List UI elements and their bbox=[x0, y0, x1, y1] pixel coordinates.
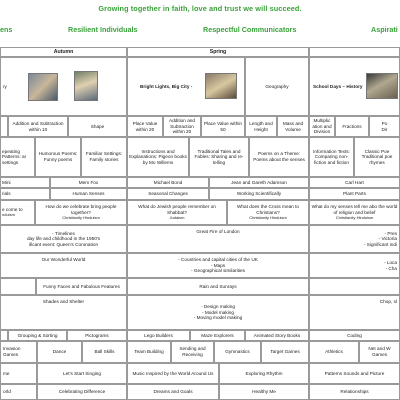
geography-item: - Loca bbox=[383, 259, 397, 265]
pe-cell: Gymnastics bbox=[214, 341, 261, 363]
topic-image bbox=[205, 73, 237, 99]
re-question: What do Jewish people remember on Shabbat? bbox=[138, 204, 216, 216]
school-motto: Growing together in faith, love and trust we will succeed. bbox=[98, 4, 302, 13]
re-question: What does the Cross mean to Christians? bbox=[236, 204, 299, 216]
science-cell: Seasonal Changes bbox=[127, 188, 209, 200]
topic-autumn bbox=[0, 57, 127, 116]
computing-cell: Grouping & Sorting bbox=[8, 330, 67, 341]
music-cell: Patterns Sounds and Picture bbox=[309, 363, 400, 384]
value-label: ens bbox=[0, 25, 13, 34]
pe-cell: Invasion Games bbox=[0, 341, 37, 363]
computing-cell: Coding bbox=[309, 330, 400, 341]
dt-item: - Design making bbox=[201, 304, 235, 310]
pe-cell: Net and W Games bbox=[359, 341, 400, 363]
history-item: ificant event: Queen's Coronation bbox=[28, 241, 99, 247]
history-cell bbox=[309, 225, 400, 253]
computing-cell: Maze Explorers bbox=[190, 330, 245, 341]
english-cell: Traditional Tales and Fables: Sharing and re-telling bbox=[189, 137, 249, 177]
value-label: Respectful Communicators bbox=[203, 25, 297, 34]
computing-cell: Lego Builders bbox=[127, 330, 190, 341]
maths-cell: Fractions bbox=[335, 116, 369, 137]
maths-cell-text: Po bbox=[381, 120, 388, 126]
geography-item: - Geographical similarities bbox=[191, 268, 245, 274]
art-cell: Funny Faces and Fabulous Features bbox=[36, 278, 127, 295]
re-cell bbox=[309, 200, 400, 225]
dt-item: - Model making bbox=[201, 309, 235, 315]
english-cell: Classic Poe Traditional poe rhymes bbox=[354, 137, 400, 177]
maths-cell bbox=[0, 116, 8, 137]
term-spring: Spring bbox=[127, 47, 309, 57]
re-question: How do we celebrate bring people together? bbox=[45, 204, 117, 216]
english-cell: Familiar Settings: Family stories bbox=[81, 137, 127, 177]
author-cell: Mini bbox=[0, 177, 50, 188]
art-cell: Rain and Sunrays bbox=[127, 278, 309, 295]
music-cell: me bbox=[0, 363, 37, 384]
re-cell bbox=[127, 200, 227, 225]
maths-cell: Place Value within 50 bbox=[201, 116, 245, 137]
pe-cell: Dance bbox=[37, 341, 82, 363]
maths-cell: Multiplic ation and Division bbox=[309, 116, 335, 137]
geography-item: - Countries and capital cities of the UK bbox=[178, 257, 258, 263]
art-cell bbox=[0, 278, 36, 295]
computing-cell bbox=[0, 330, 8, 341]
re-religion: Christianity Hinduism bbox=[62, 214, 100, 220]
music-cell: Let's Start Singing bbox=[37, 363, 127, 384]
history-item: - Significant indi bbox=[363, 241, 397, 247]
topic-image bbox=[366, 73, 398, 99]
pshe-cell: Relationships bbox=[309, 384, 400, 400]
topic-spring-geography: Geography bbox=[245, 57, 309, 116]
maths-cell: Addition and Subtraction within 10 bbox=[8, 116, 68, 137]
re-question: What do my senses tell me abo the world of religion and belief bbox=[311, 204, 398, 216]
geography-item: - Cha bbox=[385, 265, 397, 271]
topic-autumn-label: ry bbox=[3, 83, 7, 89]
value-label: Resilient Individuals bbox=[68, 25, 138, 34]
pe-cell: Athletics bbox=[309, 341, 359, 363]
english-cell: Poems on a Theme: Poems about the senses bbox=[249, 137, 309, 177]
re-cell bbox=[35, 200, 127, 225]
geography-cell bbox=[309, 253, 400, 278]
topic-summer-title: School Days – History bbox=[313, 83, 363, 89]
history-cell bbox=[0, 225, 127, 253]
curriculum-map-table bbox=[0, 47, 400, 400]
computing-cell: Pictograms bbox=[67, 330, 127, 341]
pe-cell: Sending and Receiving bbox=[171, 341, 214, 363]
history-item: day life and childhood in the 1950's bbox=[26, 236, 101, 242]
english-cell: Instructions and Explanations: Pigeon books by Mo Willems bbox=[127, 137, 189, 177]
maths-cell: Shape bbox=[68, 116, 127, 137]
history-item: - Pres bbox=[384, 230, 397, 236]
english-cell: Information Texts: Comparing non-fiction and fiction bbox=[309, 137, 354, 177]
dt-cell: Shades and Shelter bbox=[0, 295, 127, 330]
pe-cell: Target Games bbox=[261, 341, 309, 363]
history-item: - Victoria bbox=[378, 236, 397, 242]
pe-cell: Ball Skills bbox=[82, 341, 127, 363]
topic-image bbox=[74, 71, 98, 101]
dt-cell: Chop, sl bbox=[309, 295, 400, 330]
maths-cell: Length and Height bbox=[245, 116, 277, 137]
author-cell: Michael Bond bbox=[127, 177, 209, 188]
geography-item: - Maps bbox=[210, 262, 226, 268]
pshe-cell: Dreams and Goals bbox=[127, 384, 219, 400]
re-religion: nduism bbox=[2, 211, 15, 217]
re-religion: Christianity Hinduism bbox=[249, 214, 287, 220]
school-values-row bbox=[0, 25, 400, 37]
re-cell bbox=[227, 200, 309, 225]
science-cell: Plant Parts bbox=[309, 188, 400, 200]
topic-image bbox=[28, 73, 58, 101]
science-cell: Working Scientifically bbox=[209, 188, 309, 200]
music-cell: Music Inspired by the World Around Us bbox=[127, 363, 219, 384]
science-cell: Human Senses bbox=[50, 188, 127, 200]
re-cell bbox=[0, 200, 35, 225]
maths-cell: Addition and Subtraction within 20 bbox=[163, 116, 201, 137]
pshe-cell: Celebrating Difference bbox=[37, 384, 127, 400]
dt-cell bbox=[127, 295, 309, 330]
term-autumn: Autumn bbox=[0, 47, 127, 57]
art-cell bbox=[309, 278, 400, 295]
author-cell: Mem Fox bbox=[50, 177, 127, 188]
maths-cell: Mass and Volume bbox=[277, 116, 309, 137]
music-cell: Exploring Rhythm bbox=[219, 363, 309, 384]
computing-cell: Animated Story Books bbox=[245, 330, 309, 341]
author-cell: Jean and Gareth Adamson bbox=[209, 177, 309, 188]
geography-cell bbox=[127, 253, 309, 278]
history-item: - Timelines bbox=[52, 230, 75, 236]
pe-cell: Team Building bbox=[127, 341, 171, 363]
pshe-cell: Healthy Me bbox=[219, 384, 309, 400]
topic-spring-title: Bright Lights, Big City - bbox=[140, 83, 193, 89]
geography-cell: Our Wonderful World bbox=[0, 253, 127, 278]
value-label: Aspirati bbox=[371, 25, 398, 34]
dt-item: - Moving model making bbox=[193, 315, 243, 321]
re-religion: Judaism bbox=[169, 214, 185, 220]
author-cell: Carl Hart bbox=[309, 177, 400, 188]
maths-cell-text: Dir bbox=[381, 126, 388, 132]
maths-cell bbox=[369, 116, 400, 137]
term-summer-header bbox=[309, 47, 400, 57]
re-question: e come to bbox=[2, 207, 23, 213]
pshe-cell: orld bbox=[0, 384, 37, 400]
history-cell: Great Fire of London bbox=[127, 225, 309, 253]
maths-cell: Place Value within 20 bbox=[127, 116, 163, 137]
english-cell: epeating Patterns: ar settings bbox=[0, 137, 35, 177]
science-cell: rials bbox=[0, 188, 50, 200]
re-religion: Christianity Hinduism bbox=[335, 214, 374, 220]
english-cell: Humorous Poems: Funny poems bbox=[35, 137, 81, 177]
